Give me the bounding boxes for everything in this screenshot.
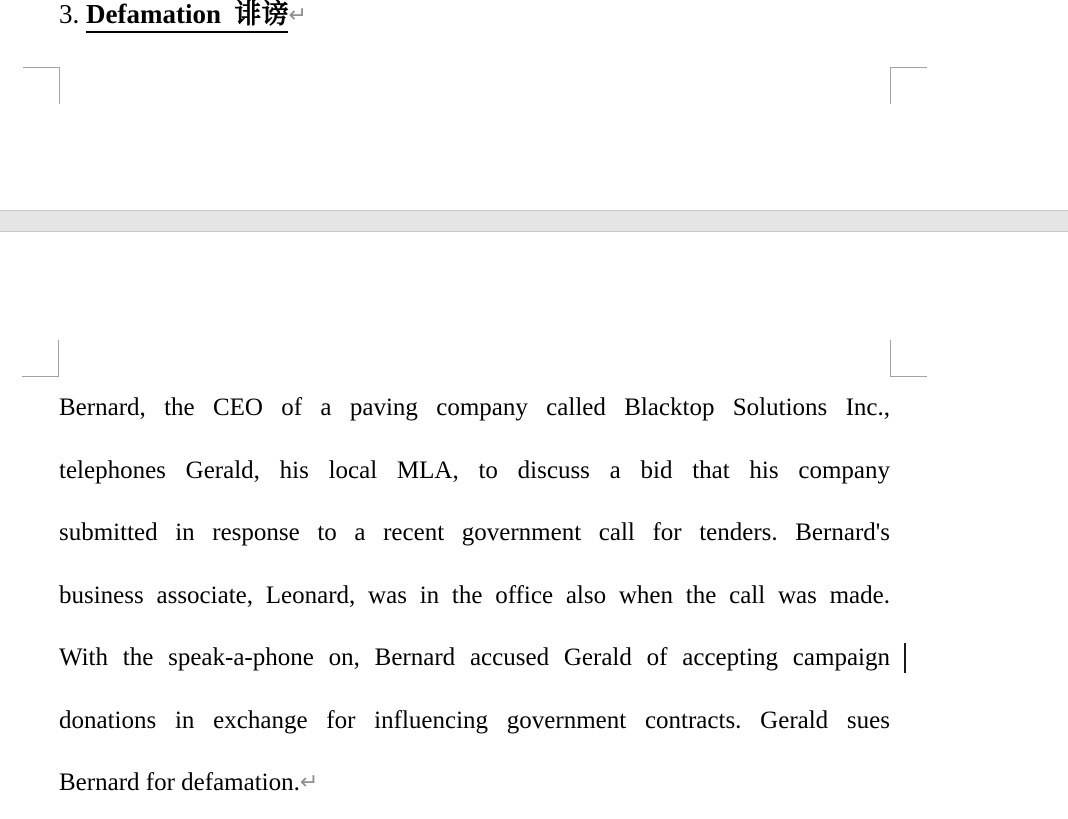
body-line[interactable]: telephones Gerald, his local MLA, to discuss a bid that his company: [59, 456, 890, 484]
crop-mark-page2-top-right-icon: [890, 340, 927, 377]
crop-mark-page1-bottom-left-icon: [23, 67, 60, 104]
heading-title: Defamation 诽谤: [86, 0, 288, 33]
crop-mark-page1-bottom-right-icon: [890, 67, 927, 104]
heading-number: 3.: [59, 0, 86, 29]
body-line-text: Bernard for defamation.: [59, 769, 300, 796]
body-line[interactable]: [59, 752, 890, 815]
body-line[interactable]: business associate, Leonard, was in the office also when the call was made.: [59, 581, 890, 609]
crop-mark-page2-top-left-icon: [22, 340, 59, 377]
text-cursor: [904, 643, 906, 673]
paragraph-mark-icon: ↵: [299, 770, 319, 795]
body-paragraph: [59, 377, 890, 815]
page-gap-separator: [0, 210, 1068, 232]
paragraph-mark-icon: ↵: [288, 3, 307, 28]
body-line[interactable]: With the speak-a-phone on, Bernard accused Gerald of accepting campaign: [59, 644, 890, 671]
body-line[interactable]: donations in exchange for influencing government contracts. Gerald sues: [59, 706, 890, 734]
body-line[interactable]: Bernard, the CEO of a paving company called Blacktop Solutions Inc.,: [59, 394, 890, 421]
document-heading[interactable]: [59, 0, 307, 33]
body-line[interactable]: submitted in response to a recent government call for tenders. Bernard's: [59, 519, 890, 546]
